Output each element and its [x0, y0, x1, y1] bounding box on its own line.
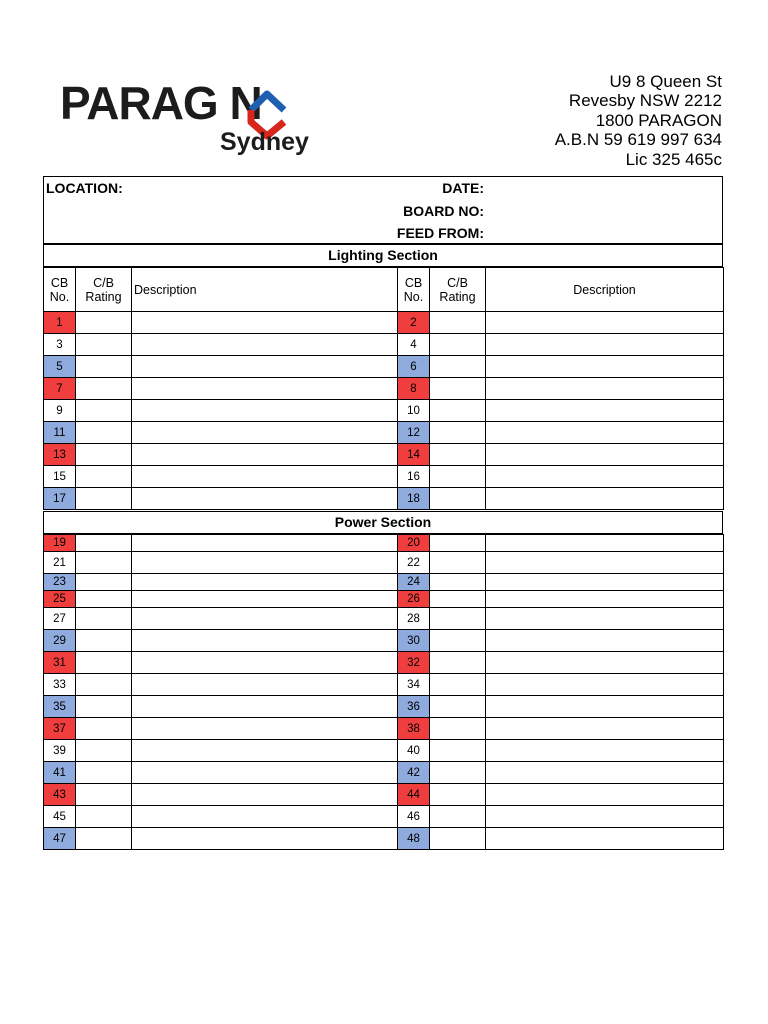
table-row: [44, 718, 724, 740]
description-cell[interactable]: [486, 466, 724, 488]
cb-rating-cell[interactable]: [76, 591, 132, 608]
description-cell[interactable]: [486, 400, 724, 422]
description-cell[interactable]: [132, 608, 398, 630]
cb-rating-cell[interactable]: [430, 444, 486, 466]
description-cell[interactable]: [486, 828, 724, 850]
cb-number-cell: 48: [398, 828, 430, 850]
description-cell[interactable]: [132, 488, 398, 510]
cb-rating-cell[interactable]: [76, 488, 132, 510]
table-row: [44, 591, 724, 608]
table-row: [44, 312, 724, 334]
cb-number-cell: 14: [398, 444, 430, 466]
description-cell[interactable]: [132, 574, 398, 591]
cb-rating-cell[interactable]: [76, 740, 132, 762]
cb-rating-cell[interactable]: [430, 740, 486, 762]
description-cell[interactable]: [486, 784, 724, 806]
cb-number-cell: 21: [44, 552, 76, 574]
description-cell[interactable]: [132, 356, 398, 378]
description-cell[interactable]: [132, 806, 398, 828]
description-cell[interactable]: [486, 574, 724, 591]
cb-rating-cell[interactable]: [430, 312, 486, 334]
cb-number-cell: 31: [44, 652, 76, 674]
address-line: U9 8 Queen St: [609, 72, 722, 91]
cb-number-cell: 38: [398, 718, 430, 740]
description-cell[interactable]: [486, 535, 724, 552]
cb-number-cell: 26: [398, 591, 430, 608]
cb-number-cell: 28: [398, 608, 430, 630]
description-cell[interactable]: [132, 422, 398, 444]
logo-wordmark: PARAG N: [60, 77, 262, 129]
power-section-title: Power Section: [43, 511, 723, 534]
cb-number-cell: 12: [398, 422, 430, 444]
cb-number-cell: 47: [44, 828, 76, 850]
cb-rating-cell[interactable]: [76, 674, 132, 696]
table-row: [44, 630, 724, 652]
form-header-box: [43, 176, 723, 244]
power-table: [43, 534, 724, 850]
cb-rating-cell[interactable]: [430, 674, 486, 696]
description-cell[interactable]: [486, 334, 724, 356]
cb-rating-cell[interactable]: [430, 488, 486, 510]
cb-rating-cell[interactable]: [430, 828, 486, 850]
description-cell[interactable]: [132, 828, 398, 850]
cb-number-cell: 8: [398, 378, 430, 400]
cb-rating-cell[interactable]: [430, 652, 486, 674]
date-label: DATE:: [442, 180, 484, 196]
table-row: [44, 828, 724, 850]
description-cell[interactable]: [486, 488, 724, 510]
cb-number-cell: 32: [398, 652, 430, 674]
table-row: [44, 784, 724, 806]
table-row: [44, 444, 724, 466]
description-cell[interactable]: [132, 630, 398, 652]
description-cell[interactable]: [486, 552, 724, 574]
description-cell[interactable]: [132, 762, 398, 784]
description-cell[interactable]: [132, 535, 398, 552]
cb-number-cell: 23: [44, 574, 76, 591]
cb-rating-cell[interactable]: [76, 356, 132, 378]
description-cell[interactable]: [132, 400, 398, 422]
cb-rating-cell[interactable]: [76, 784, 132, 806]
description-cell[interactable]: [132, 378, 398, 400]
table-row: [44, 574, 724, 591]
cb-number-cell: 41: [44, 762, 76, 784]
description-cell[interactable]: [132, 784, 398, 806]
cb-number-cell: 36: [398, 696, 430, 718]
cb-number-cell: 22: [398, 552, 430, 574]
lighting-table: [43, 267, 724, 510]
description-cell[interactable]: [132, 552, 398, 574]
table-row: [44, 378, 724, 400]
description-cell[interactable]: [486, 718, 724, 740]
cb-rating-cell[interactable]: [430, 696, 486, 718]
cb-rating-header: C/B Rating: [76, 268, 132, 312]
cb-rating-cell[interactable]: [76, 444, 132, 466]
table-row: [44, 356, 724, 378]
table-row: [44, 806, 724, 828]
description-cell[interactable]: [486, 378, 724, 400]
address-line: 1800 PARAGON: [595, 110, 722, 130]
cb-rating-cell[interactable]: [76, 828, 132, 850]
description-cell[interactable]: [486, 422, 724, 444]
cb-number-cell: 3: [44, 334, 76, 356]
cb-rating-cell[interactable]: [76, 466, 132, 488]
cb-rating-cell[interactable]: [430, 806, 486, 828]
description-cell[interactable]: [486, 652, 724, 674]
description-cell[interactable]: [486, 630, 724, 652]
cb-rating-cell[interactable]: [76, 334, 132, 356]
cb-rating-cell[interactable]: [430, 591, 486, 608]
cb-rating-cell[interactable]: [76, 312, 132, 334]
cb-number-cell: 30: [398, 630, 430, 652]
feed-from-label: FEED FROM:: [396, 225, 484, 241]
cb-number-cell: 10: [398, 400, 430, 422]
table-row: [44, 535, 724, 552]
cb-number-cell: 19: [44, 535, 76, 552]
cb-number-cell: 43: [44, 784, 76, 806]
logo-subtitle: Sydney: [220, 128, 309, 156]
cb-rating-cell[interactable]: [430, 422, 486, 444]
address-line: Revesby NSW 2212: [568, 91, 722, 111]
cb-number-cell: 27: [44, 608, 76, 630]
cb-rating-cell[interactable]: [76, 652, 132, 674]
cb-rating-cell[interactable]: [430, 784, 486, 806]
cb-number-cell: 11: [44, 422, 76, 444]
cb-no-header: CB No.: [44, 268, 76, 312]
cb-rating-cell[interactable]: [430, 718, 486, 740]
description-cell[interactable]: [132, 444, 398, 466]
description-cell[interactable]: [486, 591, 724, 608]
table-row: [44, 466, 724, 488]
description-cell[interactable]: [132, 718, 398, 740]
cb-number-cell: 17: [44, 488, 76, 510]
description-cell[interactable]: [486, 740, 724, 762]
cb-rating-cell[interactable]: [430, 356, 486, 378]
table-row: [44, 696, 724, 718]
cb-number-cell: 20: [398, 535, 430, 552]
cb-number-cell: 44: [398, 784, 430, 806]
cb-number-cell: 35: [44, 696, 76, 718]
table-row: [44, 740, 724, 762]
cb-rating-cell[interactable]: [430, 762, 486, 784]
cb-rating-cell[interactable]: [430, 608, 486, 630]
location-label: LOCATION:: [46, 180, 123, 196]
table-row: [44, 552, 724, 574]
cb-no-header: CB No.: [398, 268, 430, 312]
table-row: [44, 422, 724, 444]
cb-number-cell: 9: [44, 400, 76, 422]
cb-number-cell: 1: [44, 312, 76, 334]
lighting-section-title: Lighting Section: [43, 244, 723, 267]
description-cell[interactable]: [486, 608, 724, 630]
description-cell[interactable]: [132, 591, 398, 608]
cb-number-cell: 37: [44, 718, 76, 740]
cb-rating-cell[interactable]: [76, 574, 132, 591]
cb-rating-cell[interactable]: [76, 552, 132, 574]
description-cell[interactable]: [132, 652, 398, 674]
cb-rating-cell[interactable]: [76, 535, 132, 552]
board-no-label: BOARD NO:: [403, 203, 484, 219]
cb-number-cell: 45: [44, 806, 76, 828]
description-header: Description: [132, 268, 398, 312]
description-cell[interactable]: [132, 674, 398, 696]
description-cell[interactable]: [132, 740, 398, 762]
cb-number-cell: 6: [398, 356, 430, 378]
cb-number-cell: 2: [398, 312, 430, 334]
cb-rating-cell[interactable]: [430, 574, 486, 591]
table-row: [44, 608, 724, 630]
address-line: A.B.N 59 619 997 634: [554, 130, 722, 150]
cb-number-cell: 18: [398, 488, 430, 510]
cb-rating-cell[interactable]: [76, 378, 132, 400]
table-row: [44, 334, 724, 356]
description-cell[interactable]: [486, 806, 724, 828]
cb-number-cell: 7: [44, 378, 76, 400]
table-row: [44, 674, 724, 696]
cb-rating-cell[interactable]: [430, 378, 486, 400]
description-cell[interactable]: [132, 334, 398, 356]
table-row: [44, 652, 724, 674]
cb-number-cell: 42: [398, 762, 430, 784]
cb-rating-cell[interactable]: [430, 400, 486, 422]
cb-number-cell: 4: [398, 334, 430, 356]
cb-number-cell: 5: [44, 356, 76, 378]
cb-number-cell: 25: [44, 591, 76, 608]
cb-rating-cell[interactable]: [430, 466, 486, 488]
description-cell[interactable]: [486, 312, 724, 334]
paragon-logo: [52, 72, 322, 162]
description-cell[interactable]: [486, 696, 724, 718]
description-cell[interactable]: [132, 466, 398, 488]
cb-rating-cell[interactable]: [76, 696, 132, 718]
description-header: Description: [486, 268, 724, 312]
description-cell[interactable]: [486, 762, 724, 784]
description-cell[interactable]: [132, 696, 398, 718]
cb-number-cell: 40: [398, 740, 430, 762]
cb-rating-cell[interactable]: [430, 630, 486, 652]
cb-rating-cell[interactable]: [430, 334, 486, 356]
table-row: [44, 762, 724, 784]
cb-rating-cell[interactable]: [430, 535, 486, 552]
description-cell[interactable]: [486, 444, 724, 466]
address-line: Lic 325 465c: [625, 149, 722, 169]
cb-number-cell: 24: [398, 574, 430, 591]
cb-number-cell: 29: [44, 630, 76, 652]
description-cell[interactable]: [486, 674, 724, 696]
company-address: [555, 72, 722, 169]
cb-number-cell: 15: [44, 466, 76, 488]
cb-number-cell: 16: [398, 466, 430, 488]
cb-number-cell: 34: [398, 674, 430, 696]
cb-rating-cell[interactable]: [430, 552, 486, 574]
cb-rating-cell[interactable]: [76, 400, 132, 422]
cb-number-cell: 33: [44, 674, 76, 696]
cb-rating-cell[interactable]: [76, 718, 132, 740]
table-row: [44, 400, 724, 422]
cb-number-cell: 39: [44, 740, 76, 762]
table-header-row: [44, 268, 724, 312]
table-row: [44, 488, 724, 510]
cb-number-cell: 13: [44, 444, 76, 466]
description-cell[interactable]: [486, 356, 724, 378]
cb-number-cell: 46: [398, 806, 430, 828]
cb-rating-cell[interactable]: [76, 422, 132, 444]
cb-rating-cell[interactable]: [76, 806, 132, 828]
cb-rating-cell[interactable]: [76, 608, 132, 630]
cb-rating-cell[interactable]: [76, 762, 132, 784]
cb-rating-header: C/B Rating: [430, 268, 486, 312]
description-cell[interactable]: [132, 312, 398, 334]
cb-rating-cell[interactable]: [76, 630, 132, 652]
